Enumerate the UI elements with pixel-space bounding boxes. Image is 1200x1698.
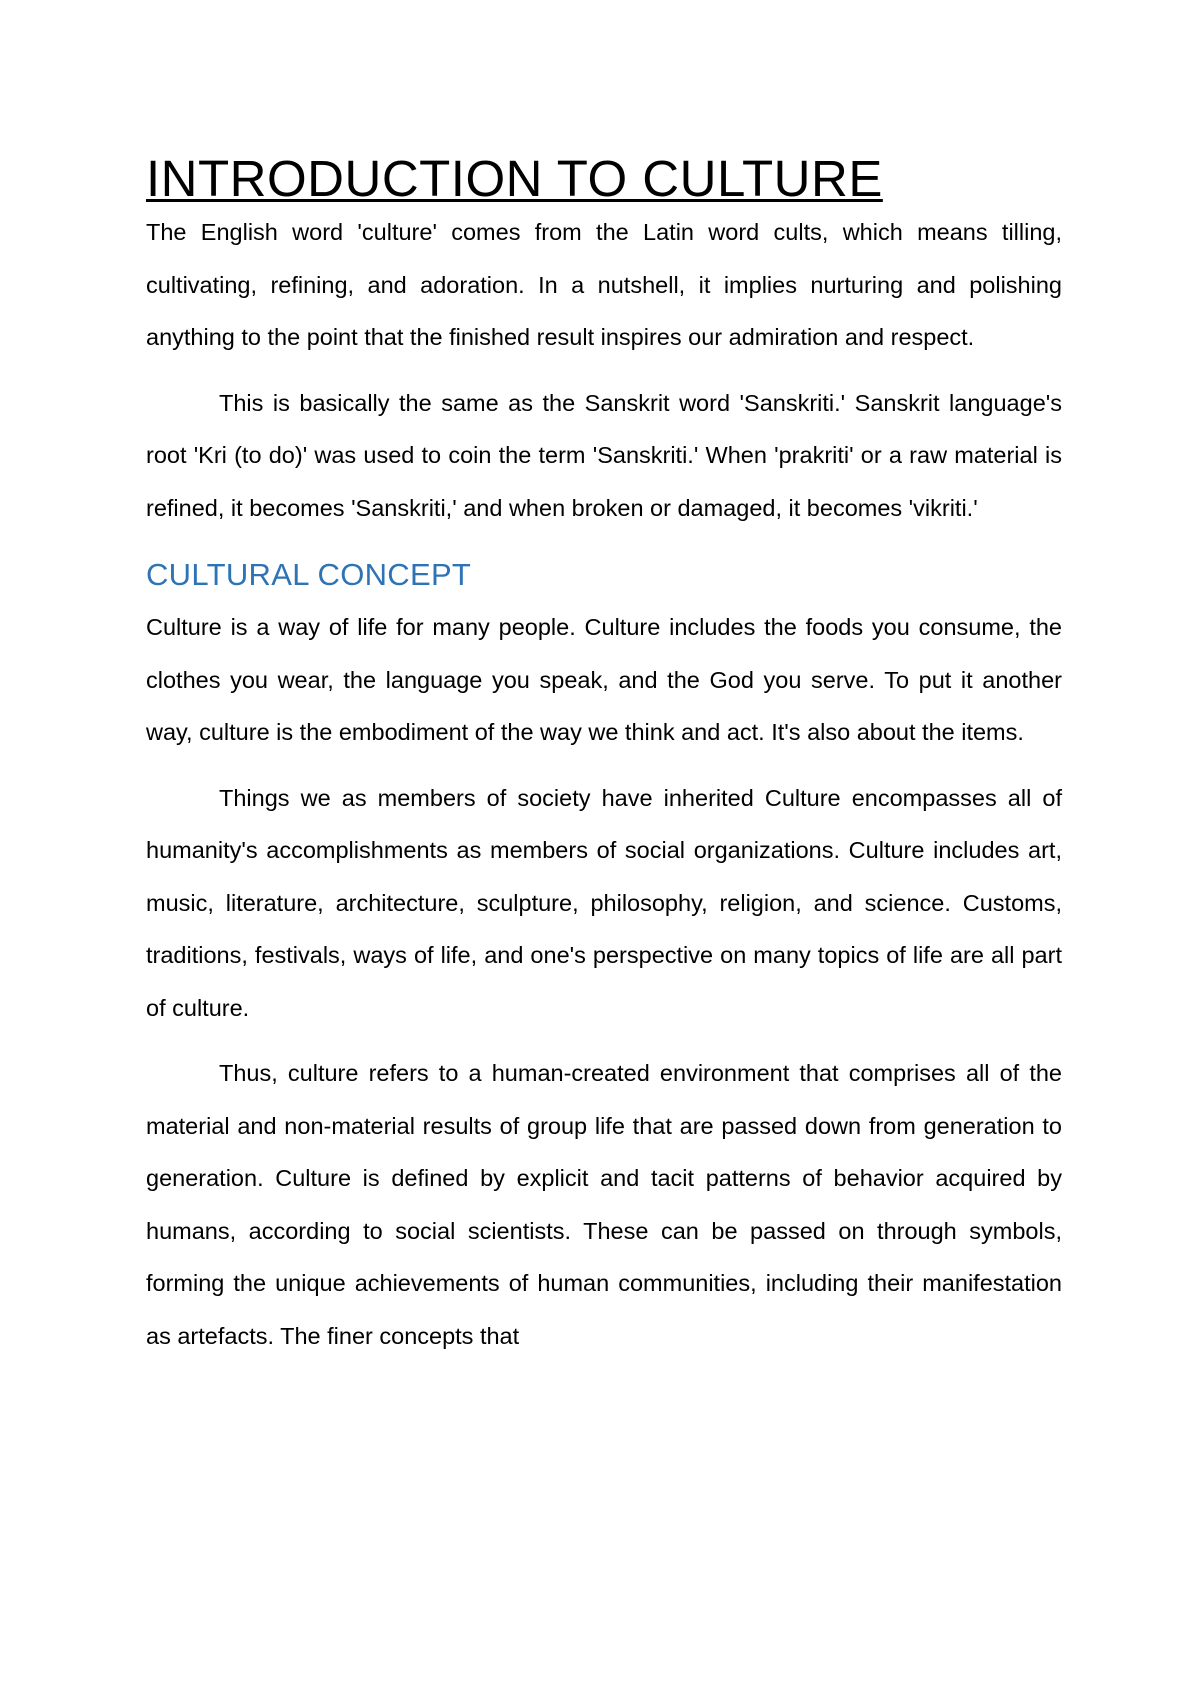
document-title: INTRODUCTION TO CULTURE bbox=[146, 150, 883, 207]
document-body bbox=[146, 148, 1062, 1362]
intro-paragraph-1: The English word 'culture' comes from the Latin word cults, which means tilling, cultivating, refining, and adoration. In a nutshell, it implies nurturing and polishing anything to the point that the finished result inspires our admiration and respect. bbox=[146, 219, 1062, 350]
section-paragraph-1: Culture is a way of life for many people. Culture includes the foods you consume, the clothes you wear, the language you speak, and the God you serve. To put it another way, culture is the embodiment of the way we think and act. It's also about the items. bbox=[146, 614, 1062, 745]
section-paragraph-3: Thus, culture refers to a human-created environment that comprises all of the material and non-material results of group life that are passed down from generation to generation. Culture is defined by explicit and tacit patterns of behavior acquired by humans, according to social scientists. These can be passed on through symbols, forming the unique achievements of human communities, including their manifestation as artefacts. The finer concepts that bbox=[146, 1060, 1062, 1349]
section-heading: CULTURAL CONCEPT bbox=[146, 557, 472, 592]
intro-paragraph-2: This is basically the same as the Sanskrit word 'Sanskriti.' Sanskrit language's root 'Kri (to do)' was used to coin the term 'Sanskriti.' When 'prakriti' or a raw material is refined, it becomes 'Sanskriti,' and when broken or damaged, it becomes 'vikriti.' bbox=[146, 389, 1062, 521]
section-paragraph-2: Things we as members of society have inherited Culture encompasses all of humanity's accomplishments as members of social organizations. Culture includes art, music, literature, architecture, sculpture, philosophy, religion, and science. Customs, traditions, festivals, ways of life, and one's perspective on many topics of life are all part of culture. bbox=[146, 784, 1062, 1021]
